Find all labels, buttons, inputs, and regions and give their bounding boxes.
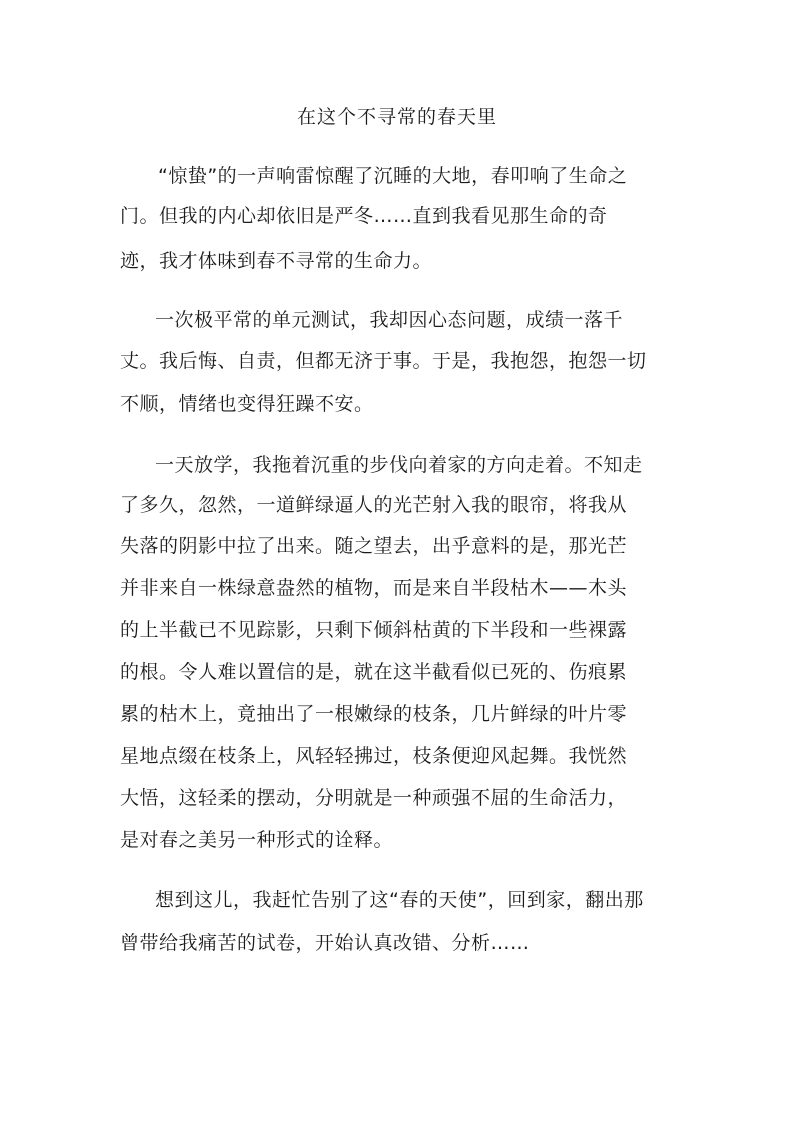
paragraph-3-line-6: 的根。令人难以置信的是，就在这半截看似已死的、伤痕累 <box>120 661 628 683</box>
paragraph-2-line-2: 丈。我后悔、自责，但都无济于事。于是，我抱怨，抱怨一切 <box>120 350 647 372</box>
paragraph-4-line-2: 曾带给我痛苦的试卷，开始认真改错、分析…… <box>120 932 530 954</box>
paragraph-3-line-1: 一天放学，我拖着沉重的步伐向着家的方向走着。不知走 <box>155 454 643 476</box>
paragraph-3-line-10: 是对春之美另一种形式的诠释。 <box>120 829 394 851</box>
paragraph-1-line-3: 迹，我才体味到春不寻常的生命力。 <box>120 250 433 272</box>
paragraph-3-line-4: 并非来自一株绿意盎然的植物，而是来自半段枯木——木头 <box>120 577 628 599</box>
paragraph-3-line-7: 累的枯木上，竟抽出了一根嫩绿的枝条，几片鲜绿的叶片零 <box>120 703 628 725</box>
document-title: 在这个不寻常的春天里 <box>296 106 497 128</box>
paragraph-4-line-1: 想到这儿，我赶忙告别了这“春的天使”，回到家，翻出那 <box>155 889 644 911</box>
paragraph-1-line-2: 门。但我的内心却依旧是严冬……直到我看见那生命的奇 <box>120 205 608 227</box>
paragraph-3-line-9: 大悟，这轻柔的摆动，分明就是一种顽强不屈的生命活力， <box>120 787 628 809</box>
paragraph-3-line-8: 星地点缀在枝条上，风轻轻拂过，枝条便迎风起舞。我恍然 <box>120 745 628 767</box>
paragraph-1-line-1: “惊蛰”的一声响雷惊醒了沉睡的大地，春叩响了生命之 <box>158 165 628 187</box>
paragraph-3-line-3: 失落的阴影中拉了出来。随之望去，出乎意料的是，那光芒 <box>120 535 628 557</box>
paragraph-2-line-3: 不顺，情绪也变得狂躁不安。 <box>120 393 374 415</box>
paragraph-3-line-2: 了多久，忽然，一道鲜绿逼人的光芒射入我的眼帘，将我从 <box>120 494 628 516</box>
paragraph-3-line-5: 的上半截已不见踪影，只剩下倾斜枯黄的下半段和一些裸露 <box>120 619 628 641</box>
paragraph-2-line-1: 一次极平常的单元测试，我却因心态问题，成绩一落千 <box>155 309 624 331</box>
